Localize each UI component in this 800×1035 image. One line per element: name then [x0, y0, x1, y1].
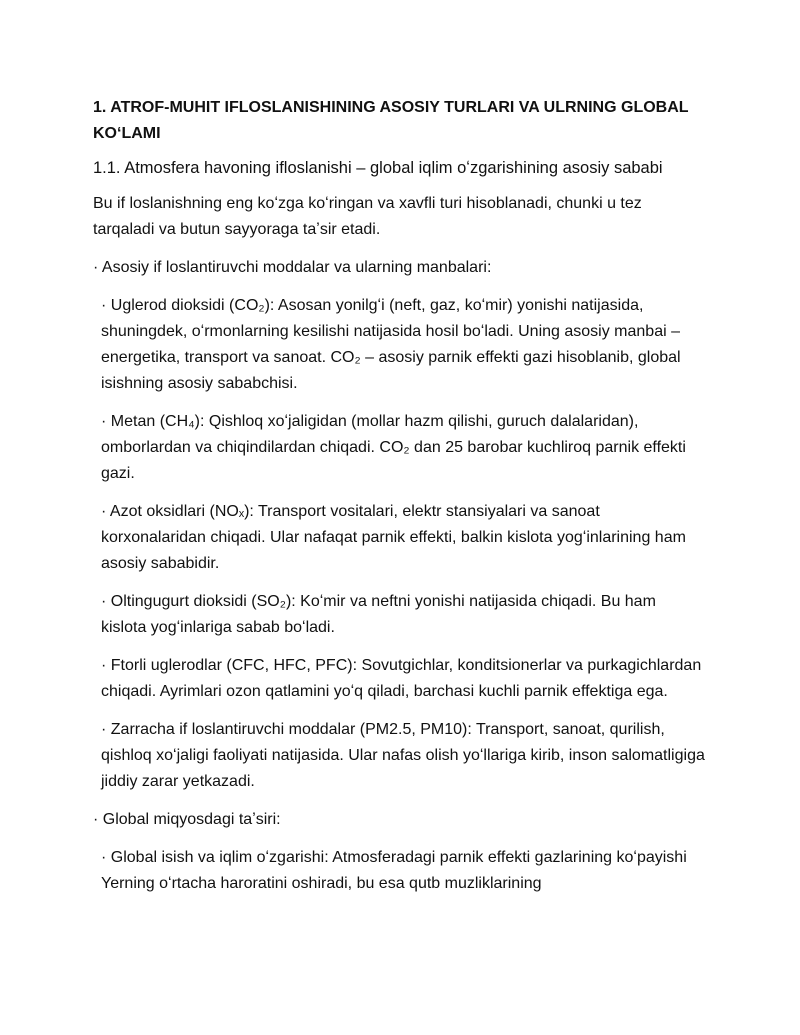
pollutant-particulates: · Zarracha if loslantiruvchi moddalar (PM2.5, PM10): Transport, sanoat, qurilish, qishloq xoʻjaligi faoliyati natijasida. Ular nafas olish yoʻllariga kirib, inson salomatligiga jiddiy zarar yetkazadi.	[101, 721, 705, 790]
global-warming-item: · Global isish va iqlim oʻzgarishi: Atmosferadagi parnik effekti gazlarining koʻpayishi Yerning oʻrtacha haroratini oshiradi, bu esa qutb muzliklarining	[101, 849, 687, 892]
pollutant-nox: · Azot oksidlari (NOₓ): Transport vositalari, elektr stansiyalari va sanoat korxonalaridan chiqadi. Ular nafaqat parnik effekti, balkin kislota yogʻinlarining ham asosiy sababidir.	[101, 503, 686, 572]
sources-heading: · Asosiy if loslantiruvchi moddalar va ularning manbalari:	[93, 259, 492, 276]
intro-paragraph: Bu if loslanishning eng koʻzga koʻringan va xavfli turi hisoblanadi, chunki u tez tarqaladi va butun sayyoraga taʼsir etadi.	[93, 195, 642, 238]
global-impact-heading: · Global miqyosdagi taʼsiri:	[93, 811, 281, 828]
subsection-heading: 1.1. Atmosfera havoning ifloslanishi – global iqlim oʻzgarishining asosiy sababi	[93, 159, 663, 177]
pollutant-so2: · Oltingugurt dioksidi (SO₂): Koʻmir va neftni yonishi natijasida chiqadi. Bu ham kislota yogʻinlariga sabab boʻladi.	[101, 593, 656, 636]
pollutant-fluorocarbons: · Ftorli uglerodlar (CFC, HFC, PFC): Sovutgichlar, konditsionerlar va purkagichlardan chiqadi. Ayrimlari ozon qatlamini yoʻq qiladi, barchasi kuchli parnik effektiga ega.	[101, 657, 702, 700]
pollutant-co2: · Uglerod dioksidi (CO₂): Asosan yonilgʻi (neft, gaz, koʻmir) yonishi natijasida, shuningdek, oʻrmonlarning kesilishi natijasida hosil boʻladi. Uning asosiy manbai – energetika, transport va sanoat. CO₂ – asosiy parnik effekti gazi hisoblanib, global isishning asosiy sababchisi.	[101, 297, 681, 392]
section-heading: 1. ATROF-MUHIT IFLOSLANISHINING ASOSIY TURLARI VA ULRNING GLOBAL KOʻLAMI	[93, 99, 689, 142]
pollutant-methane: · Metan (CH₄): Qishloq xoʻjaligidan (mollar hazm qilishi, guruch dalalaridan), omborlardan va chiqindilardan chiqadi. CO₂ dan 25 barobar kuchliroq parnik effekti gazi.	[101, 413, 686, 482]
